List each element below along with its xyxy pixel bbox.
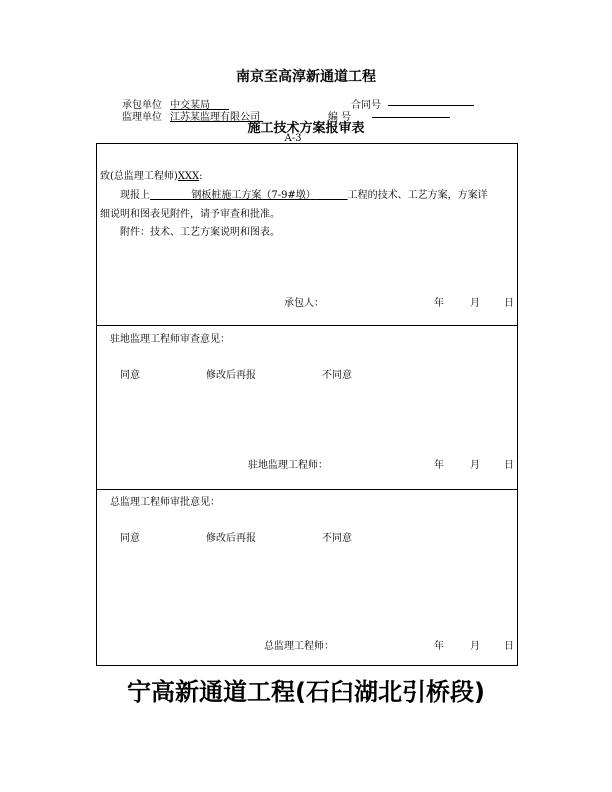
number-label: 编 号 — [328, 112, 352, 123]
date-month: 月 — [470, 641, 480, 652]
contractor-value: 中交某局 — [170, 100, 210, 111]
contractor-signer-label: 承包人： — [284, 298, 324, 309]
section-divider-1 — [96, 325, 518, 326]
date-month: 月 — [470, 460, 480, 471]
option-disagree: 不同意 — [322, 370, 352, 381]
resident-signer-label: 驻地监理工程师： — [248, 460, 328, 471]
chief-signer-label: 总监理工程师： — [264, 641, 334, 652]
option-disagree: 不同意 — [322, 533, 352, 544]
date-day: 日 — [504, 641, 514, 652]
addressee-name: XXX — [177, 171, 200, 182]
option-revise: 修改后再报 — [206, 370, 256, 381]
addressee-line: 致(总监理工程师)XXX: — [100, 171, 203, 182]
date-year: 年 — [434, 641, 444, 652]
option-agree: 同意 — [120, 370, 140, 381]
form-code: A-3 — [284, 133, 302, 144]
option-revise: 修改后再报 — [206, 533, 256, 544]
attachment-line: 附件：技术、工艺方案说明和图表。 — [120, 227, 280, 238]
footer-title: 宁高新通道工程(石臼湖北引桥段) — [127, 678, 485, 706]
project-title: 南京至高淳新通道工程 — [236, 69, 376, 85]
date-day: 日 — [504, 298, 514, 309]
form-frame — [96, 143, 518, 666]
contractor-label: 承包单位 — [122, 100, 162, 111]
section-divider-2 — [96, 489, 518, 490]
submission-line-1: 现报上 钢板桩施工方案（7-9#墩） 工程的技术、工艺方案，方案详 — [120, 190, 488, 201]
contract-no-label: 合同号 — [351, 100, 381, 111]
supervisor-label: 监理单位 — [122, 112, 162, 123]
chief-approval-heading: 总监理工程师审批意见： — [110, 497, 220, 508]
supervisor-value: 江苏某监理有限公司 — [170, 112, 260, 123]
date-day: 日 — [504, 460, 514, 471]
date-month: 月 — [470, 298, 480, 309]
date-year: 年 — [434, 298, 444, 309]
date-year: 年 — [434, 460, 444, 471]
option-agree: 同意 — [120, 533, 140, 544]
resident-review-heading: 驻地监理工程师审查意见： — [110, 334, 230, 345]
submission-line-2: 细说明和图表见附件，请予审查和批准。 — [100, 209, 280, 220]
plan-name: 钢板桩施工方案（7-9#墩） — [191, 190, 316, 201]
form-title: 施工技术方案报审表 — [247, 121, 365, 136]
